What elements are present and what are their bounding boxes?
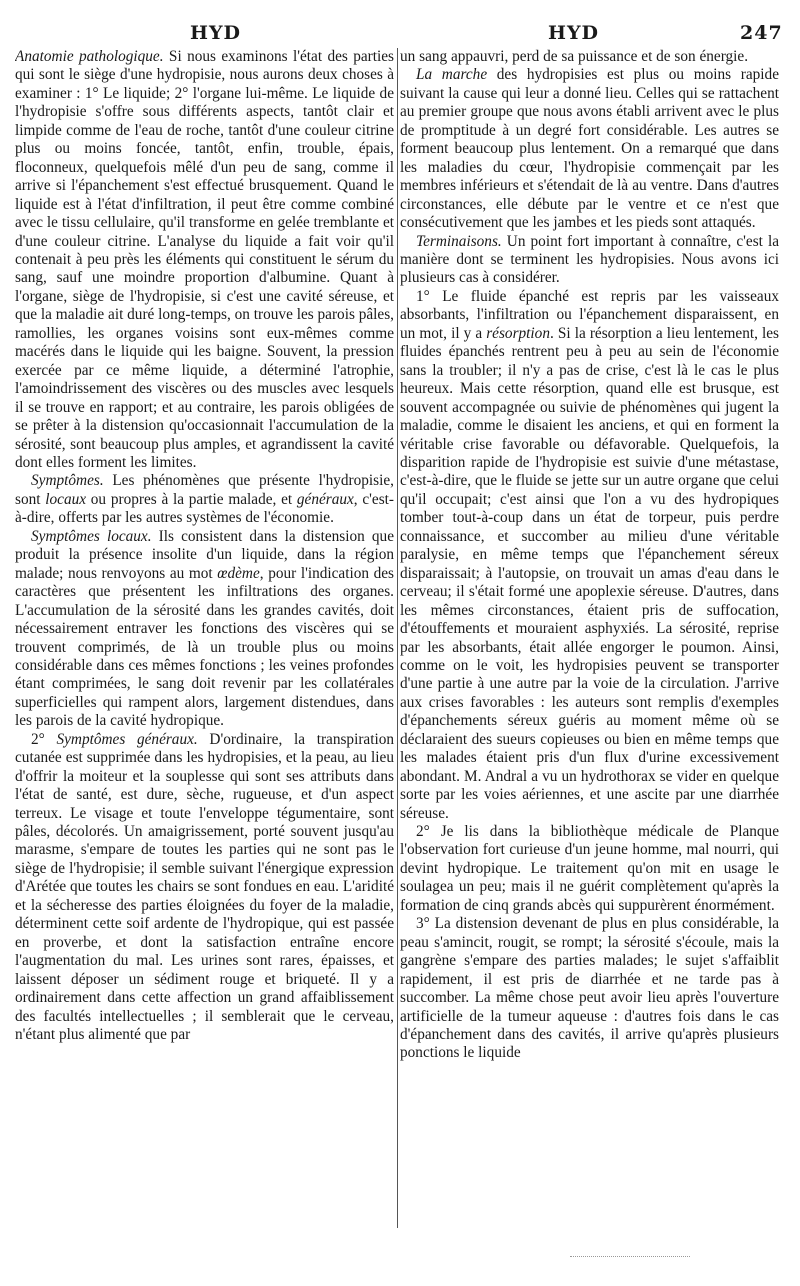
paragraph-planque: 2° Je lis dans la bibliothèque médicale de Planque l'observation fort curieuse d'un jeune homme, mal nourri, qui devint hydropique. Le traitement qu'on mit en usage le soulagea un peu; mais il ne guérit complètement qu'après la formation de cinq grands abcès qui suppurèrent énormément. (400, 823, 779, 914)
section-lead: La marche (416, 66, 488, 84)
right-column (400, 48, 779, 1233)
paragraph-text: , pour l'indication des caractères que présentent les infiltrations des organes. L'accumulation de la sérosité dans les grandes cavités, doit nécessairement entraver les fonctions des viscères qui se trouvent comprimés, de là un trouble plus ou moins considérable dans ces mêmes fonctions ; les veines profondes étant comprimées, le sang doit revenir par les collatérales superficielles qui rampent alors, largement distendues, dans les parois de la cavité hydropique. (15, 564, 394, 730)
section-lead: Symptômes locaux. (31, 527, 152, 545)
footer-smudge (570, 1256, 690, 1260)
page-number: 247 (740, 22, 783, 44)
paragraph-symptomes (15, 472, 394, 527)
italic-term: œdème (217, 564, 260, 582)
paragraph-resorption (400, 288, 779, 823)
section-lead: Anatomie pathologique. (15, 48, 164, 65)
paragraph-text: , c'est-à-dire, offerts par les autres systèmes de l'économie. (15, 490, 394, 527)
column-divider (397, 48, 398, 1228)
paragraph-distension: 3° La distension devenant de plus en plus considérable, la peau s'amincit, rougit, se rompt; la sérosité s'écoule, mais la gangrène s'empare des parties malades; le sujet s'affaiblit rapidement, il est pris de diarrhée et ne tarde pas à succomber. La même chose peut avoir lieu après l'ouverture artificielle de la tumeur aqueuse : d'autres fois dans le cas d'épanchement dans des cavités, il arrive qu'après plusieurs ponctions le liquide (400, 915, 779, 1062)
paragraph-marche (400, 66, 779, 232)
paragraph-text: Ils consistent dans la distension que produit la présence insolite d'un liquide, dans la région malade; nous renvoyons au mot (15, 527, 394, 582)
paragraph-terminaisons (400, 233, 779, 288)
paragraph-text: . Si la résorption a lieu lentement, les fluides épanchés rentrent peu à peu au sein de l'économie sans la troubler; il n'y a pas de crise, c'est là le cas le plus heureux. Mais cette résorption, quand elle est brusque, est souvent accompagnée ou suivie de phénomènes qui jugent la maladie, comme le disaient les anciens, et qui en forment la véritable crise favorable ou défavorable. Quelquefois, la disparition rapide de l'hydropisie est suivie d'une métastase, c'est-à-dire, que le fluide se jette sur un autre organe que celui qu'il occupait; c'est ainsi que l'on a vu des hydropiques tomber tout-à-coup dans un état de torpeur, puis perdre connaissance, et succomber au milieu d'une véritable paralysie, en même temps que l'épanchement séreux disparaissait; à l'autopsie, on trouvait un amas d'eau dans le cerveau; il s'était formé une apoplexie séreuse. D'autres, dans les mêmes circonstances, étaient pris de suffocation, d'étouffements et mouraient asphyxiés. La sérosité, reprise par les absorbants, était allée engorger le poumon. Ainsi, comme on le voit, les hydropisies peuvent se transporter d'une partie à une autre par la voie de la circulation. J'arrive aux crises favorables : les auteurs sont remplis d'exemples d'épanchements séreux guéris au moment même où se déclaraient des sueurs copieuses ou bien en même temps que les malades étaient pris d'un flux d'urine excessivement abondant. M. Andral a vu un hydrothorax se vider en quelque sorte par les voies aériennes, et une ascite par une diarrhée séreuse. (400, 324, 779, 822)
italic-term: locaux (45, 490, 87, 508)
paragraph-continuation: un sang appauvri, perd de sa puissance et de son énergie. (400, 48, 749, 65)
paragraph-text: Les phénomènes que présente l'hydropisie, sont (15, 472, 394, 508)
right-running-head: HYD (548, 22, 599, 44)
section-lead: Symptômes généraux. (56, 730, 198, 748)
paragraph-text: Si nous examinons l'état des parties qui sont le siège d'une hydropisie, nous aurons deux choses à examiner : 1° Le liquide; 2° l'organe lui-même. Le liquide de l'hydropisie s'offre sous différents aspects, tantôt clair et limpide comme de l'eau de roche, tantôt d'une couleur citrine plus ou moins foncée, tantôt, enfin, trouble, épais, floconneux, quelquefois mêlé d'un peu de sang, comme il arrive si l'épanchement s'est effectué brusquement. Quand le liquide est à l'état d'infiltration, il peut être comme combiné avec le tissu cellulaire, qu'il transforme en gelée tremblante et d'une couleur citrine. L'analyse du liquide a fait voir qu'il contenait à peu près les éléments qui constituent le sérum du sang, sauf une moindre proportion d'albumine. Quant à l'organe, siège de l'hydropisie, si c'est une cavité séreuse, et que la maladie ait duré long-temps, on trouve les parois pâles, ramollies, les organes voisins sont eux-mêmes comme macérés dans le liquide qui les baigne. Souvent, la pression exercée par ce même liquide, a déterminé l'atrophie, l'amoindrissement des viscères ou des muscles avec lesquels il se trouve en rapport; et au contraire, les parois obligées de se prêter à la distension qu'occasionnait l'accumulation de la sérosité, sont beaucoup plus amples, et agrandissent la cavité dont elles forment les limites. (15, 48, 394, 471)
section-lead: Terminaisons. (416, 232, 502, 250)
paragraph-symptomes-generaux (15, 731, 394, 1045)
paragraph-anatomie (15, 48, 394, 472)
left-column (15, 48, 394, 1233)
left-running-head: HYD (190, 22, 241, 44)
paragraph-symptomes-locaux (15, 528, 394, 731)
paragraph-text: des hydropisies est plus ou moins rapide suivant la cause qui leur a donné lieu. Celles qui se rattachent au premier groupe que nous avons établi arrivent avec le plus de promptitude à un degré fort considérable. Les autres se forment beaucoup plus lentement. On a remarqué que dans les maladies du cœur, l'hydropisie commençait par les membres inférieurs et s'étendait de là au ventre. Dans d'autres circonstances, elle débute par le ventre et ce n'est que consécutivement que les jambes et les pieds sont attaqués. (400, 66, 779, 232)
paragraph-text: Un point fort important à connaître, c'est la manière dont se terminent les hydropisies. Nous avons ici plusieurs cas à considérer. (400, 232, 779, 287)
italic-term: résorption (486, 324, 550, 342)
paragraph-text: ou propres à la partie malade, et (86, 490, 297, 508)
section-lead: Symptômes. (31, 472, 104, 490)
paragraph-number: 2° (31, 730, 57, 748)
italic-term: généraux (296, 490, 354, 508)
paragraph-text: D'ordinaire, la transpiration cutanée est supprimée dans les hydropisies, et la peau, au lieu d'offrir la moiteur et la souplesse qui sont ses attributs dans l'état de santé, est dure, sèche, rugueuse, et d'un aspect terreux. Le visage et toute l'enveloppe tégumentaire, sont pâles, décolorés. Un amaigrissement, porté souvent jusqu'au marasme, s'empare de toutes les parties qui ne sont pas le siège de l'hydropisie; il semble suivant l'énergique expression d'Arétée que toutes les chairs se sont fondues en eau. L'aridité et la sécheresse des parties éloignées du foyer de la maladie, déterminent cette soif ardente de l'hydropique, qui est passée en proverbe, et dont la satisfaction entraîne encore l'augmentation du mal. Les urines sont rares, épaisses, et laissent déposer un sédiment rouge et briqueté. Il y a ordinairement dans cette affection un grand affaiblissement des facultés intellectuelles ; il semblerait que le cerveau, n'étant plus alimenté que par (15, 730, 394, 1044)
paragraph-text: 1° Le fluide épanché est repris par les vaisseaux absorbants, l'infiltration ou l'épanchement disparaissent, en un mot, il y a (400, 287, 779, 342)
